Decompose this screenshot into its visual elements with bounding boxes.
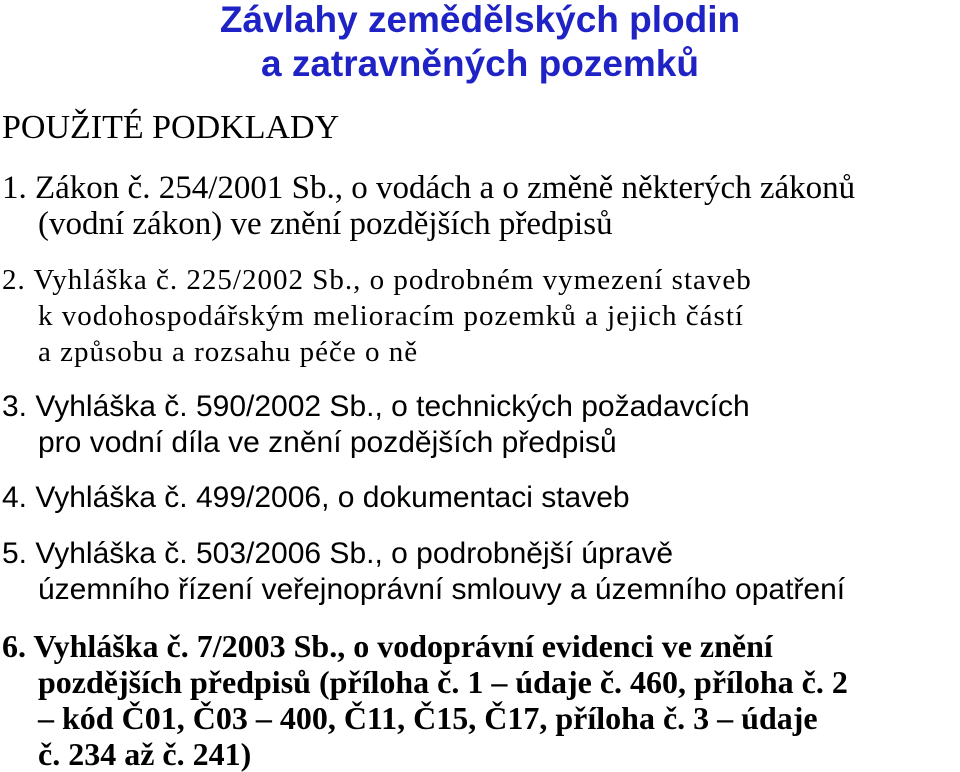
- list-item-text: pozdějších předpisů (příloha č. 1 – údaje č. 460, příloha č. 2: [38, 664, 848, 700]
- list-item-text: – kód Č01, Č03 – 400, Č11, Č15, Č17, příloha č. 3 – údaje: [38, 700, 818, 736]
- list-item-text: č. 234 až č. 241): [38, 736, 252, 772]
- list-item-1: [2, 170, 956, 242]
- list-item-4: [2, 480, 956, 516]
- list-item-text: 5. Vyhláška č. 503/2006 Sb., o podrobnější úpravě: [2, 537, 674, 570]
- list-item-5: [2, 536, 956, 608]
- list-item-text: územního řízení veřejnoprávní smlouvy a územního opatření: [38, 573, 846, 606]
- list-item-text: (vodní zákon) ve znění pozdějších předpisů: [38, 206, 613, 242]
- list-item-text: 6. Vyhláška č. 7/2003 Sb., o vodoprávní evidenci ve znění: [2, 628, 773, 664]
- title-line-1: Závlahy zemědělských plodin: [219, 0, 741, 40]
- list-item-text: 1. Zákon č. 254/2001 Sb., o vodách a o změně některých zákonů: [2, 170, 856, 206]
- page-title: [0, 0, 960, 86]
- list-item-text: 4. Vyhláška č. 499/2006, o dokumentaci staveb: [2, 481, 630, 514]
- title-line-2: a zatravněných pozemků: [261, 43, 699, 84]
- list-item-text: pro vodní díla ve znění pozdějších předpisů: [38, 426, 617, 459]
- list-item-3: [2, 389, 956, 461]
- section-heading: POUŽITÉ PODKLADY: [2, 109, 340, 146]
- list-item-text: a způsobu a rozsahu péče o ně: [38, 336, 419, 368]
- list-item-text: 3. Vyhláška č. 590/2002 Sb., o technických požadavcích: [2, 390, 750, 423]
- list-item-text: 2. Vyhláška č. 225/2002 Sb., o podrobném vymezení staveb: [2, 264, 752, 296]
- list-item-6: [2, 628, 956, 772]
- list-item-2: [2, 262, 956, 370]
- list-item-text: k vodohospodářským melioracím pozemků a jejich částí: [38, 300, 744, 332]
